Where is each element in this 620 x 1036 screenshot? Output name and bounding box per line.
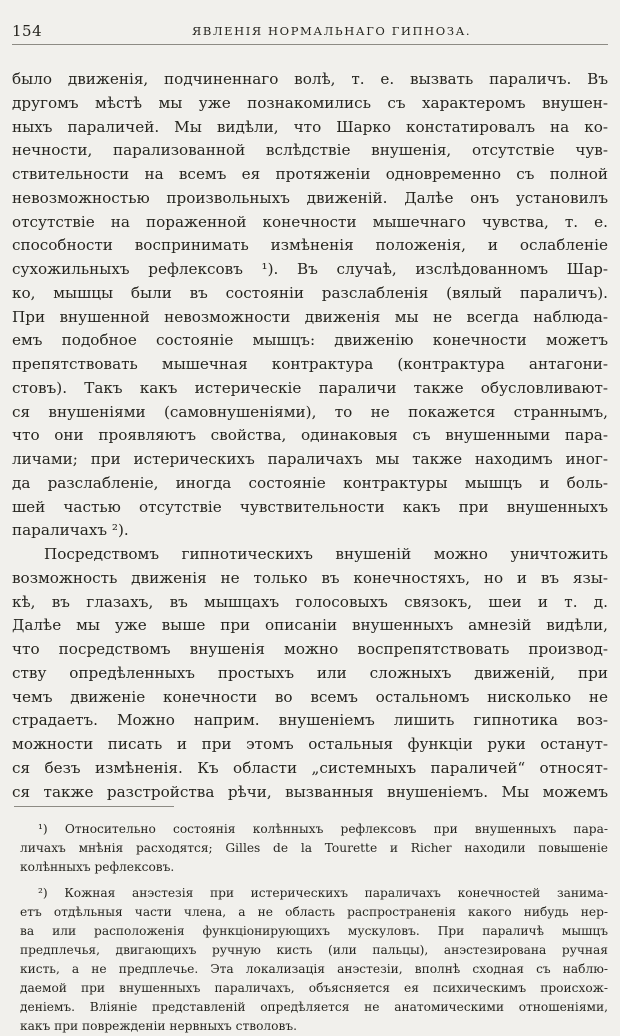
body-line: нечности, парализованной вслѣдствіе внушенія, отсутствіе чув- — [12, 141, 608, 160]
body-line: другомъ мѣстѣ мы уже познакомились съ характеромъ внушен- — [12, 93, 608, 112]
page-header — [12, 22, 608, 42]
footnote-rule — [14, 806, 174, 807]
page-number: 154 — [12, 22, 43, 40]
body-line: ныхъ параличей. Мы видѣли, что Шарко констатировалъ на ко- — [12, 117, 608, 136]
body-line: страдаетъ. Можно наприм. внушеніемъ лишить гипнотика воз- — [12, 711, 608, 730]
footnote-1-line: колѣнныхъ рефлексовъ. — [20, 860, 175, 874]
footnote-2-line: даемой при внушенныхъ параличахъ, объясняется ея психическимъ происхож- — [20, 981, 608, 995]
paragraph-end-line: параличахъ ²). — [12, 521, 129, 540]
body-line: да разслабленіе, иногда состояніе контрактуры мышцъ и боль- — [12, 473, 608, 492]
footnote-2-line: ва или расположенія функціонирующихъ мускуловъ. При параличѣ мышцъ — [20, 924, 608, 938]
body-line: стовъ). Такъ какъ истерическіе параличи также обусловливают- — [12, 378, 608, 397]
running-title: ЯВЛЕНІЯ НОРМАЛЬНАГО ГИПНОЗА. — [192, 24, 472, 38]
footnote-1-line: личахъ мнѣнія расходятся; Gilles de la Tourette и Richer находили повышеніе — [20, 841, 608, 855]
footnote-2-line: предплечья, двигающихъ ручную кисть (или пальцы), анэстезирована ручная — [20, 943, 608, 957]
body-line: что посредствомъ внушенія можно воспрепятствовать производ- — [12, 640, 608, 658]
body-line: емъ подобное состояніе мышцъ: движенію конечности можетъ — [12, 331, 608, 350]
body-line: невозможностью произвольныхъ движеній. Далѣе онъ установилъ — [12, 188, 608, 207]
body-line: способности воспринимать измѣненія положенія, и ослабленіе — [12, 236, 608, 255]
footnote-2-line: етъ отдѣльныя части члена, а не область распространенія какого нибудь нер- — [20, 905, 608, 919]
footnotes — [20, 820, 608, 1036]
body-text — [12, 68, 608, 804]
body-line: сухожильныхъ рефлексовъ ¹). Въ случаѣ, изслѣдованномъ Шар- — [12, 260, 608, 278]
header-rule — [12, 44, 608, 45]
body-line: возможность движенія не только въ конечностяхъ, но и въ язы- — [12, 568, 608, 587]
footnote-1-line: ¹) Относительно состоянія колѣнныхъ рефлексовъ при внушенныхъ пара- — [38, 822, 608, 836]
body-line: ся также разстройства рѣчи, вызванныя внушеніемъ. Мы можемъ — [12, 782, 608, 801]
body-line: чемъ движеніе конечности во всемъ остальномъ нисколько не — [12, 687, 608, 706]
body-line: При внушенной невозможности движенія мы не всегда наблюда- — [12, 307, 608, 326]
paragraph-start-line: Посредствомъ гипнотическихъ внушеній можно уничтожить — [44, 545, 608, 563]
footnote-2-line: деніемъ. Вліяніе представленій опредѣляется не анатомическими отношеніями, — [20, 1000, 608, 1014]
body-line: ко, мышцы были въ состояніи разслабленія (вялый параличъ). — [12, 283, 608, 302]
body-line: что они проявляютъ свойства, одинаковыя съ внушенными пара- — [12, 426, 608, 445]
body-line: личами; при истерическихъ параличахъ мы также находимъ иног- — [12, 450, 608, 468]
body-line: можности писать и при этомъ остальныя функціи руки останут- — [12, 735, 608, 753]
body-line: ся внушеніями (самовнушеніями), то не покажется страннымъ, — [12, 402, 608, 421]
footnote-2-line: какъ при поврежденіи нервныхъ стволовъ. — [20, 1019, 297, 1033]
body-line: кѣ, въ глазахъ, въ мышцахъ голосовыхъ связокъ, шеи и т. д. — [12, 592, 608, 611]
body-line: ствительности на всемъ ея протяженіи одновременно съ полной — [12, 165, 608, 183]
body-line: ся безъ измѣненія. Къ области „системныхъ параличей“ относят- — [12, 758, 608, 777]
body-line: ству опредѣленныхъ простыхъ или сложныхъ движеній, при — [12, 663, 608, 682]
body-line: препятствовать мышечная контрактура (контрактура антагони- — [12, 355, 608, 373]
body-line: было движенія, подчиненнаго волѣ, т. е. вызвать параличъ. Въ — [12, 70, 608, 88]
body-line: шей частью отсутствіе чувствительности какъ при внушенныхъ — [12, 497, 608, 516]
footnote-2-line: кисть, а не предплечье. Эта локализація анэстезіи, вполнѣ сходная съ наблю- — [20, 962, 608, 976]
body-line: Далѣе мы уже выше при описаніи внушенныхъ амнезій видѣли, — [12, 616, 608, 635]
body-line: отсутствіе на пораженной конечности мышечнаго чувства, т. е. — [12, 212, 608, 231]
footnote-gap — [20, 877, 608, 884]
footnote-2-line: ²) Кожная анэстезія при истерическихъ параличахъ конечностей занима- — [38, 886, 608, 900]
